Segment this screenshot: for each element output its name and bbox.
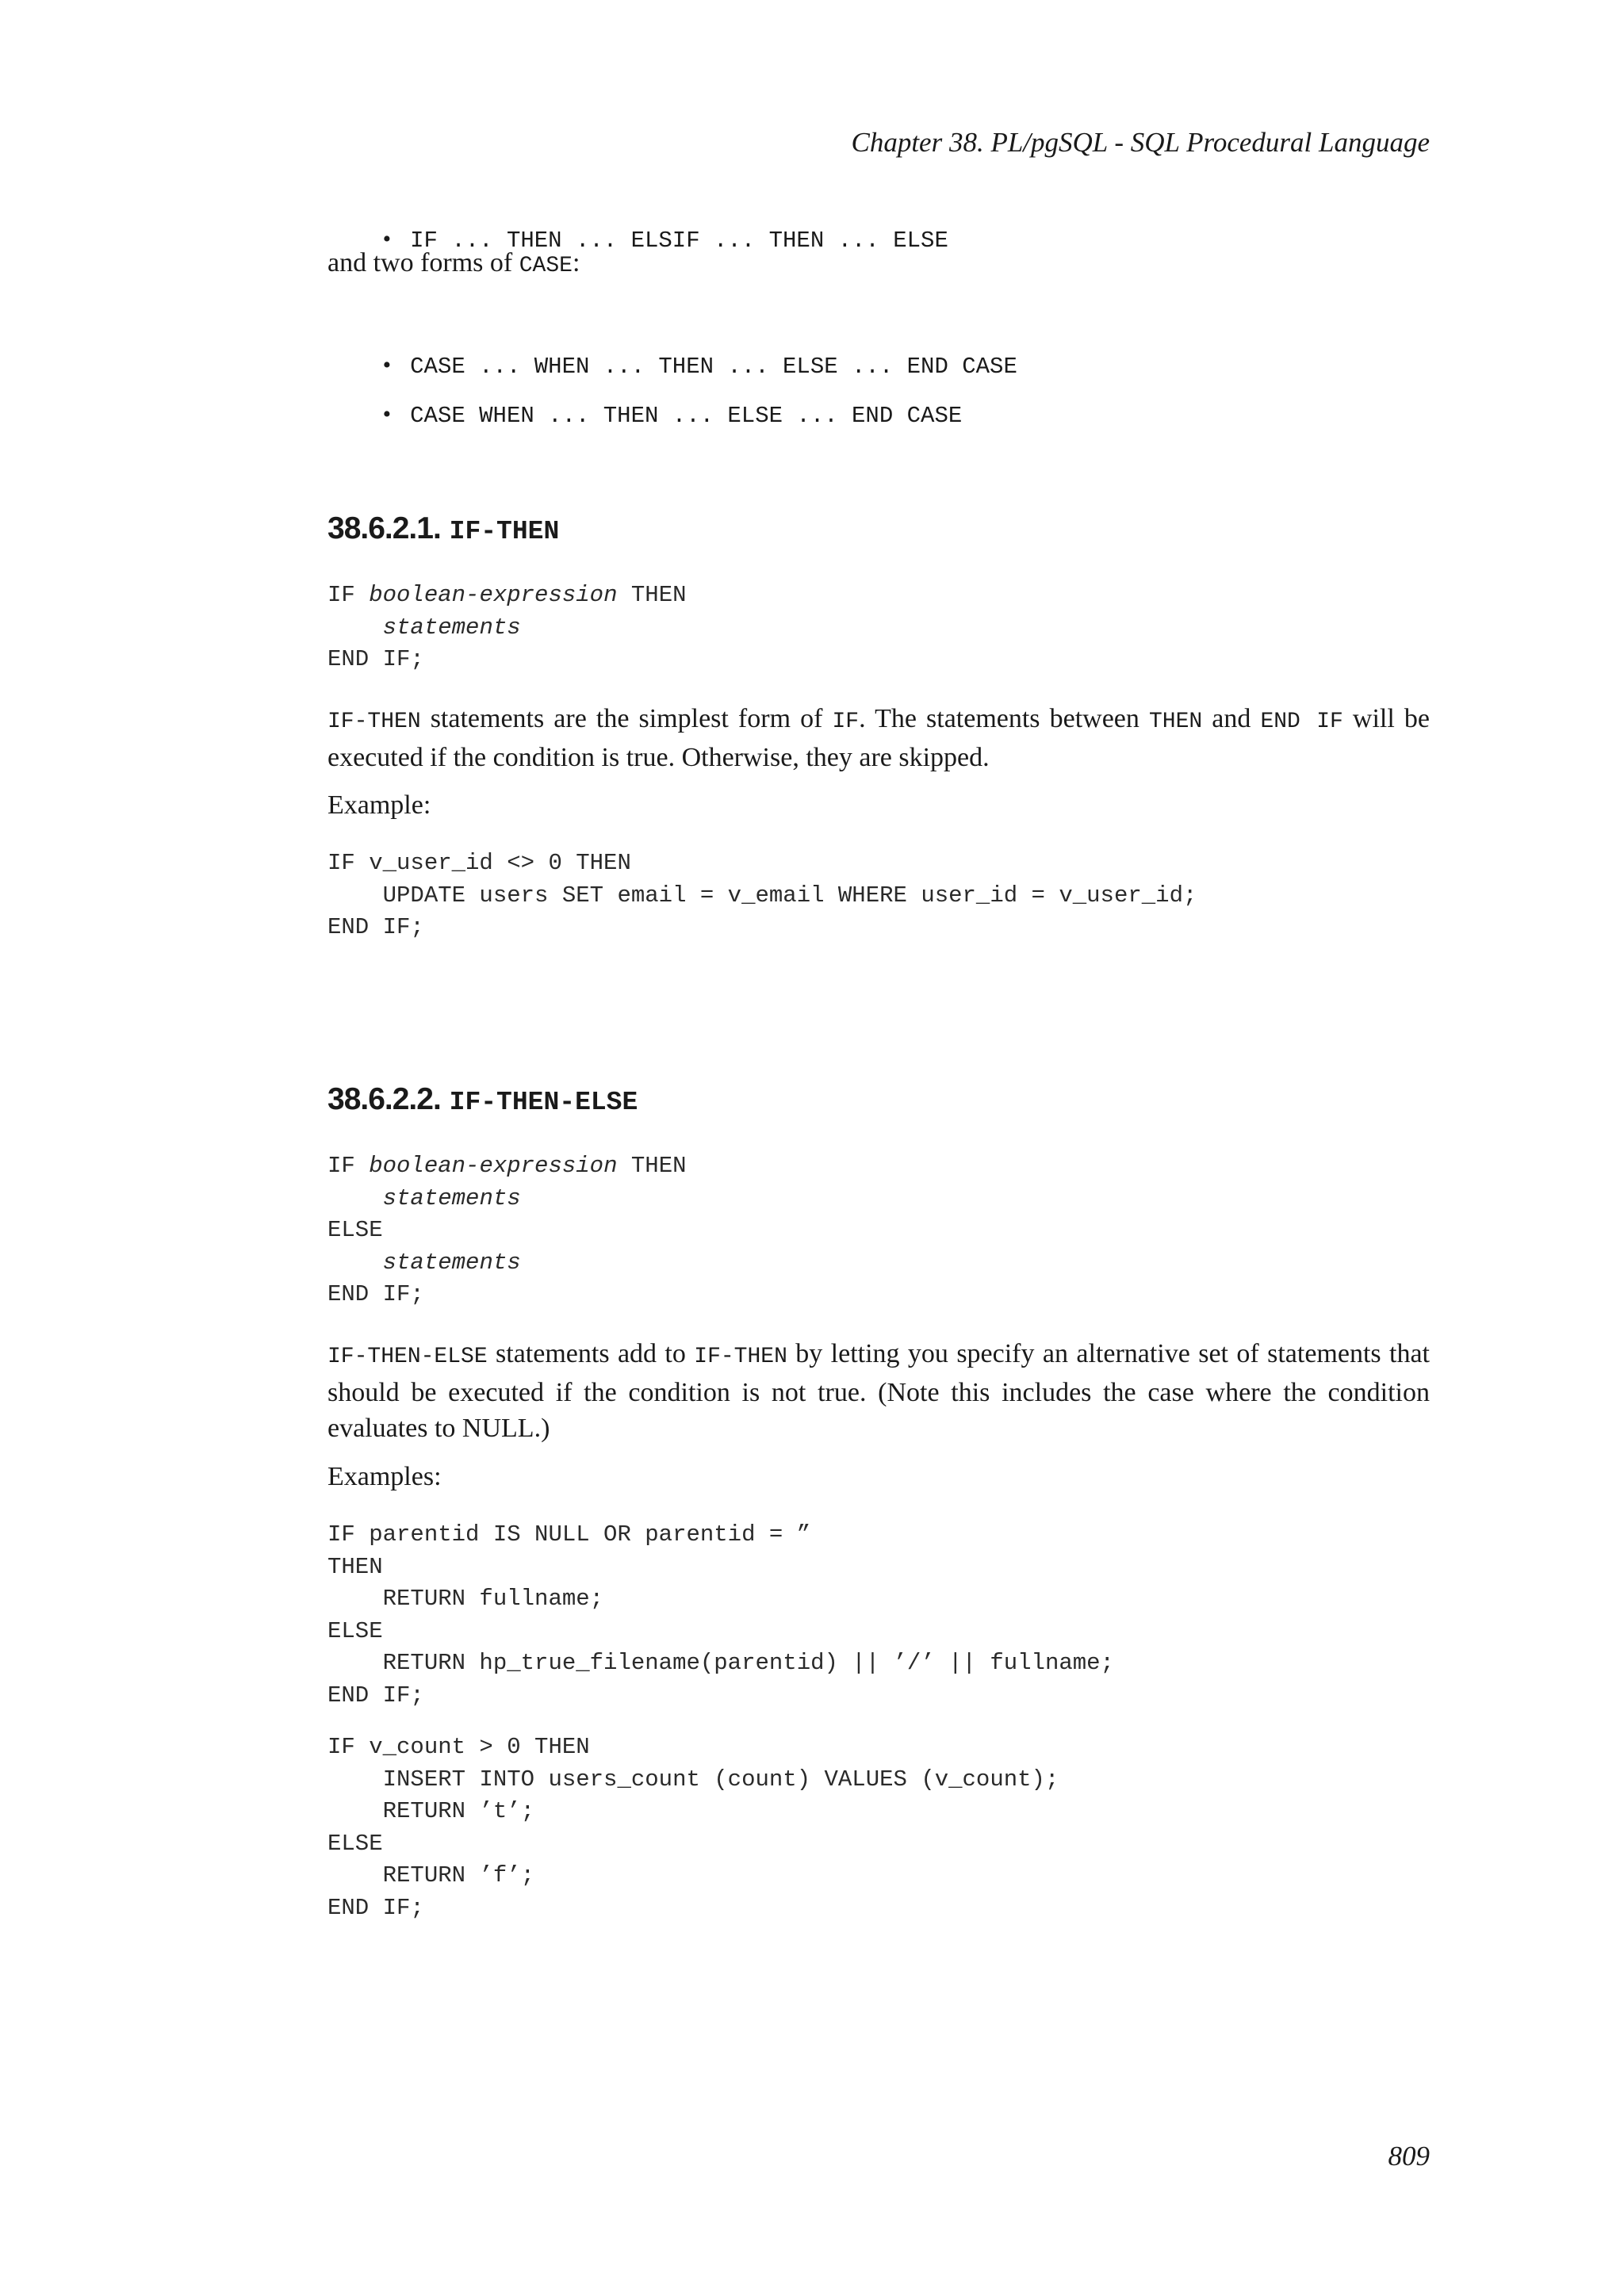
intro-paragraph: and two forms of CASE: [327,248,580,278]
section-heading [327,511,559,546]
example-code-block: IF v_count > 0 THEN INSERT INTO users_count (count) VALUES (v_count); RETURN ’t’; ELSE RETURN ’f’; END IF; [327,1734,1059,1921]
example-code-block: IF parentid IS NULL OR parentid = ” THEN RETURN fullname; ELSE RETURN hp_true_filename(parentid) || ’/’ || fullname; END IF; [327,1521,1114,1709]
section-title: IF-THEN-ELSE [449,1088,638,1117]
syntax-block: IF boolean-expression THEN statements END IF; [327,582,687,672]
examples-label: Examples: [327,1462,442,1491]
section-number: 38.6.2.1. [327,511,441,545]
example-label: Example: [327,790,431,820]
list-item-text: CASE WHEN ... THEN ... ELSE ... END CASE [410,403,963,429]
description-paragraph: IF-THEN statements are the simplest form of IF. The statements between THEN and END IF will be executed if the condition is true. Otherwise, they are skipped. [327,704,1430,772]
section-heading [327,1082,638,1117]
bullet-marker: • [382,226,392,252]
bullet-marker: • [382,352,392,378]
description-paragraph: IF-THEN-ELSE statements add to IF-THEN by letting you specify an alternative set of statements that should be executed if the condition is not true. (Note this includes the case where the condition evaluates to NULL.) [327,1339,1430,1443]
list-item-text: IF ... THEN ... ELSIF ... THEN ... ELSE [410,228,948,254]
list-item-text: CASE ... WHEN ... THEN ... ELSE ... END CASE [410,354,1017,380]
example-code-block: IF v_user_id <> 0 THEN UPDATE users SET email = v_email WHERE user_id = v_user_id; END IF; [327,850,1197,940]
syntax-block: IF boolean-expression THEN statements ELSE statements END IF; [327,1153,687,1307]
bullet-marker: • [382,401,392,427]
list-item [327,375,962,455]
section-title: IF-THEN [449,517,560,546]
inline-code: CASE [519,254,573,278]
section-number: 38.6.2.2. [327,1082,441,1116]
running-header: Chapter 38. PL/pgSQL - SQL Procedural Language [851,127,1430,158]
page-number: 809 [1388,2141,1430,2172]
